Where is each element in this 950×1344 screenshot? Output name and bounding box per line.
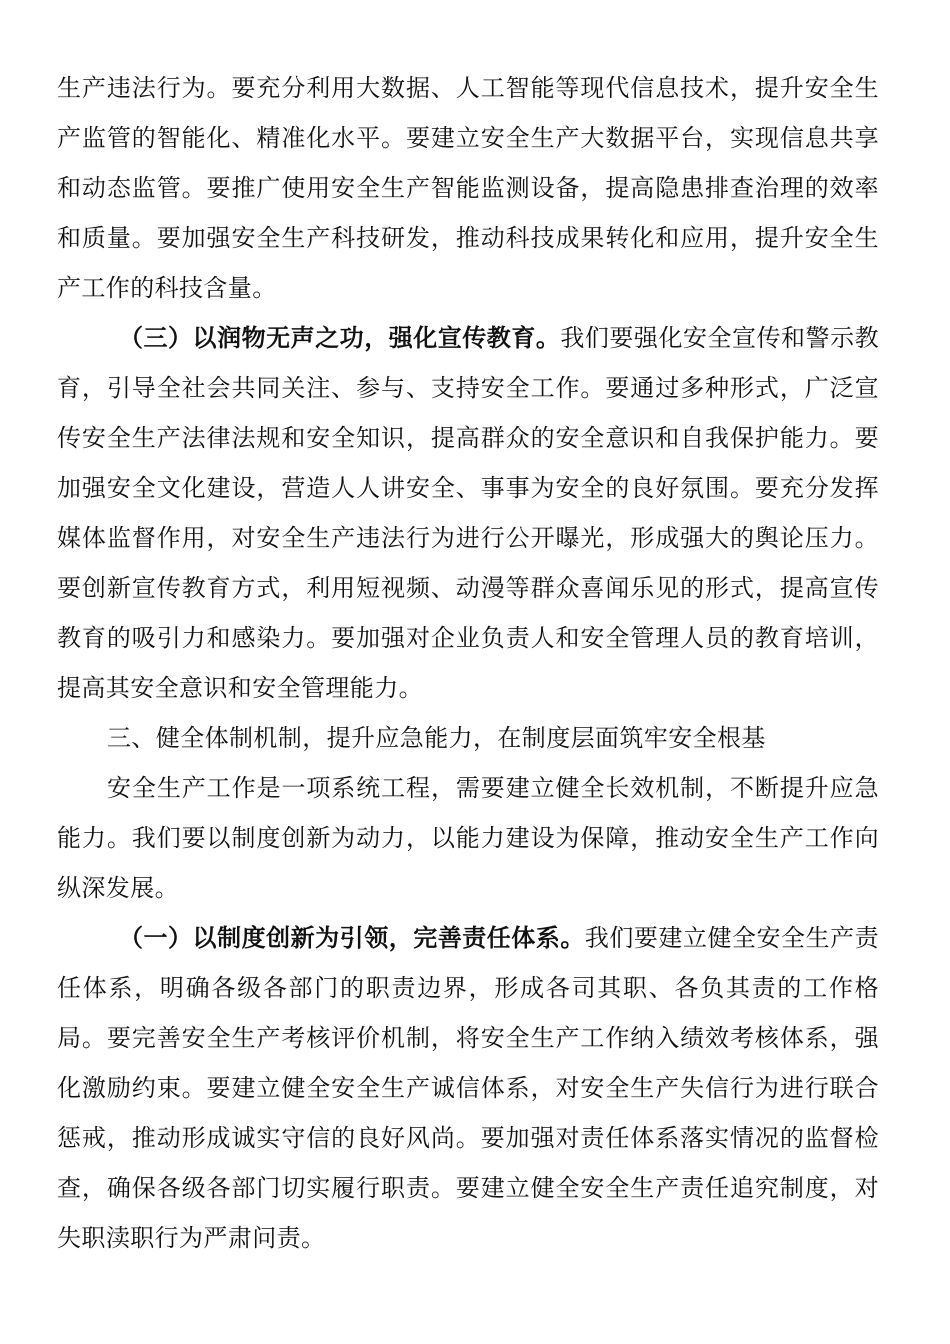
paragraph-text: 我们要建立健全安全生产责任体系，明确各级各部门的职责边界，形成各司其职、各负其责的工作格局。要完善安全生产考核评价机制，将安全生产工作纳入绩效考核体系，强化激励约束。要建立健全安全生产诚信体系，对安全生产失信行为进行联合惩戒，推动形成诚实守信的良好风尚。要加强对责任体系落实情况的监督检查，确保各级各部门切实履行职责。要建立健全安全生产责任追究制度，对失职渎职行为严肃问责。	[57, 924, 879, 1252]
subsection-heading: （三）以润物无声之功，强化宣传教育。	[119, 324, 561, 352]
section-heading-text: 三、健全体制机制，提升应急能力，在制度层面筑牢安全根基	[107, 724, 766, 752]
paragraph-text: 安全生产工作是一项系统工程，需要建立健全长效机制，不断提升应急能力。我们要以制度创新为动力，以能力建设为保障，推动安全生产工作向纵深发展。	[57, 774, 879, 902]
section-heading	[57, 713, 879, 763]
paragraph-section-intro	[57, 763, 879, 913]
paragraph-responsibility-system	[57, 913, 879, 1263]
paragraph-text: 我们要强化安全宣传和警示教育，引导全社会共同关注、参与、支持安全工作。要通过多种形式，广泛宣传安全生产法律法规和安全知识，提高群众的安全意识和自我保护能力。要加强安全文化建设，营造人人讲安全、事事为安全的良好氛围。要充分发挥媒体监督作用，对安全生产违法行为进行公开曝光，形成强大的舆论压力。要创新宣传教育方式，利用短视频、动漫等群众喜闻乐见的形式，提高宣传教育的吸引力和感染力。要加强对企业负责人和安全管理人员的教育培训，提高其安全意识和安全管理能力。	[57, 324, 879, 702]
paragraph-text: 生产违法行为。要充分利用大数据、人工智能等现代信息技术，提升安全生产监管的智能化、精准化水平。要建立安全生产大数据平台，实现信息共享和动态监管。要推广使用安全生产智能监测设备，提高隐患排查治理的效率和质量。要加强安全生产科技研发，推动科技成果转化和应用，提升安全生产工作的科技含量。	[57, 74, 879, 302]
subsection-heading: （一）以制度创新为引领，完善责任体系。	[119, 924, 585, 952]
paragraph-publicity-education	[57, 313, 879, 713]
paragraph-tech-supervision	[57, 63, 879, 313]
document-page	[57, 63, 879, 1263]
